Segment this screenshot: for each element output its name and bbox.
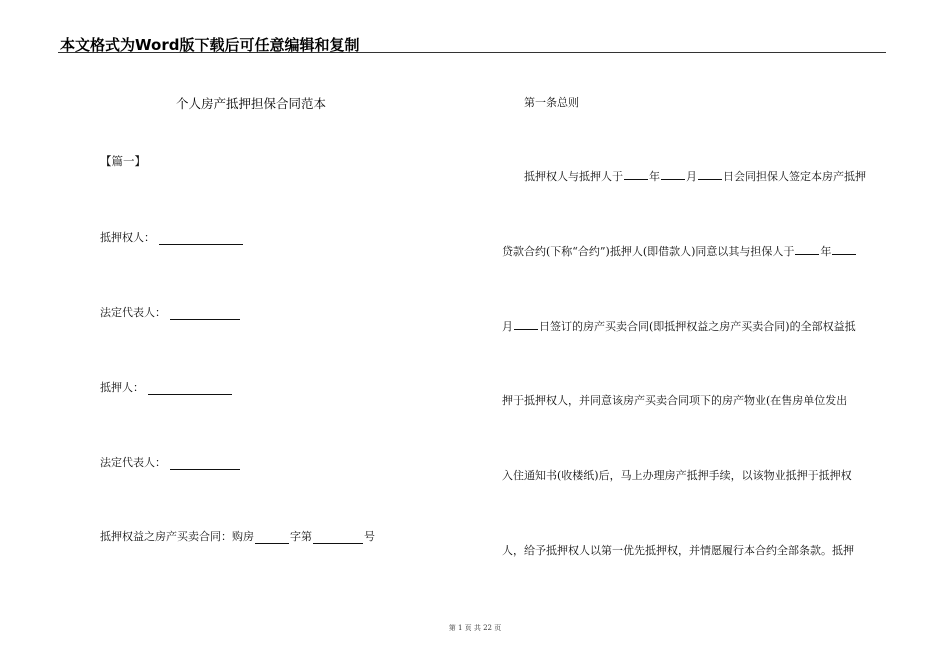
body-line-2 <box>502 243 888 259</box>
body-line-5: 入住通知书(收楼纸)后，马上办理房产抵押手续，以该物业抵押于抵押权 <box>502 469 852 482</box>
mortgagee-rep-blank <box>170 308 240 320</box>
contract-mid: 字第 <box>290 530 312 543</box>
line3-part1: 月 <box>502 320 513 333</box>
line2-blank-2 <box>832 243 856 255</box>
line1-blank-3 <box>698 168 722 180</box>
mortgagee-rep-field <box>100 304 240 320</box>
mortgagee-rep-label: 法定代表人： <box>100 306 166 319</box>
line1-part2: 年 <box>649 170 660 183</box>
line3-part2: 日签订的房产买卖合同(即抵押权益之房产买卖合同)的全部权益抵 <box>539 320 856 333</box>
article-title: 第一条总则 <box>524 96 579 109</box>
section-heading: 【篇一】 <box>100 154 146 168</box>
body-line-4: 押于抵押权人，并同意该房产买卖合同项下的房产物业(在售房单位发出 <box>502 394 848 407</box>
mortgagor-label: 抵押人： <box>100 381 144 394</box>
line2-part2: 年 <box>820 245 832 258</box>
line1-part4: 日会同担保人签定本房产抵押 <box>723 170 866 183</box>
body-line-1 <box>524 168 888 184</box>
mortgagee-label: 抵押权人： <box>100 231 155 244</box>
line3-blank-1 <box>514 318 538 330</box>
body-line-3 <box>502 318 888 334</box>
page-number: 第 1 页 共 22 页 <box>448 624 502 632</box>
contract-field <box>100 528 375 544</box>
mortgagor-rep-blank <box>170 458 240 470</box>
line1-part1: 抵押权人与抵押人于 <box>524 170 623 183</box>
line2-blank-1 <box>795 243 819 255</box>
download-banner: 本文格式为Word版下载后可任意编辑和复制 <box>60 36 360 54</box>
mortgagee-field <box>100 229 243 245</box>
contract-blank-1 <box>255 532 289 544</box>
contract-suffix: 号 <box>364 530 375 543</box>
mortgagor-field <box>100 379 232 395</box>
line1-blank-1 <box>624 168 648 180</box>
header-divider <box>58 52 886 53</box>
line2-part1: 贷款合约(下称“合约”)抵押人(即借款人)同意以其与担保人于 <box>502 245 795 258</box>
contract-blank-2 <box>313 532 363 544</box>
contract-prefix: 抵押权益之房产买卖合同：购房 <box>100 530 254 543</box>
body-line-6: 人，给予抵押权人以第一优先抵押权，并情愿履行本合约全部条款。抵押 <box>502 544 854 557</box>
document-title: 个人房产抵押担保合同范本 <box>176 96 327 111</box>
mortgagor-blank <box>148 383 232 395</box>
line1-blank-2 <box>661 168 685 180</box>
line1-part3: 月 <box>686 170 697 183</box>
mortgagee-blank <box>159 233 243 245</box>
mortgagor-rep-field <box>100 454 240 470</box>
mortgagor-rep-label: 法定代表人： <box>100 456 166 469</box>
